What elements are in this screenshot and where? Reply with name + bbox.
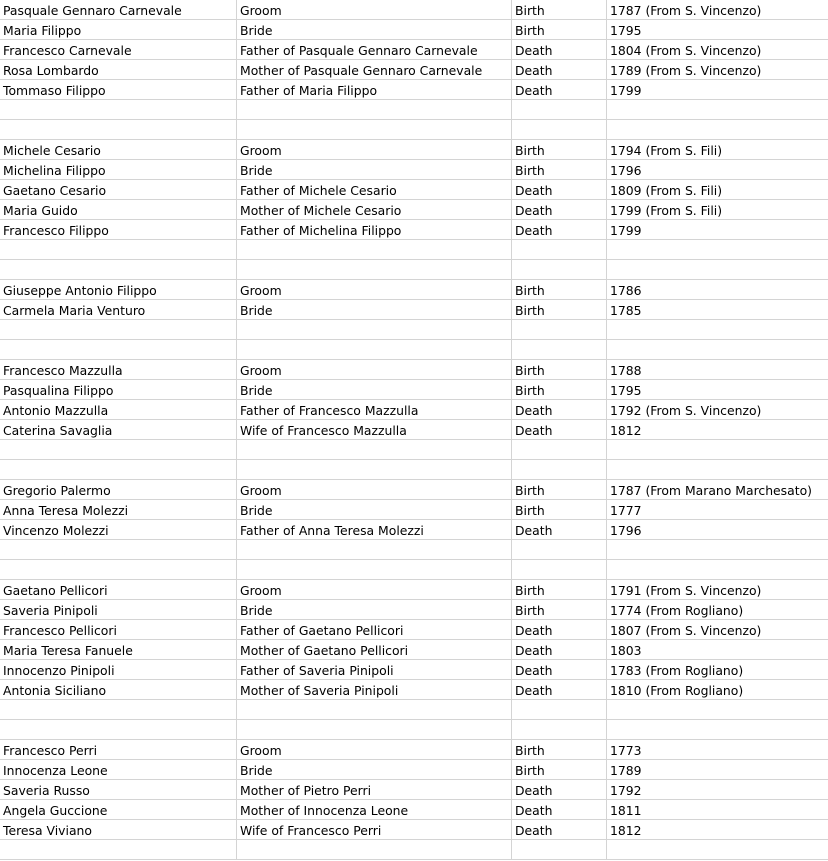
role-cell[interactable] [237, 340, 512, 359]
year-cell[interactable] [607, 700, 828, 719]
table-row [0, 780, 828, 800]
year-cell[interactable]: 1789 (From S. Vincenzo) [610, 63, 762, 78]
table-row [0, 700, 828, 720]
role-cell[interactable]: Bride [237, 300, 512, 319]
table-row [0, 720, 828, 740]
year-cell[interactable] [607, 260, 828, 279]
role-cell[interactable]: Wife of Francesco Mazzulla [237, 420, 512, 439]
role-cell[interactable]: Father of Pasquale Gennaro Carnevale [237, 40, 512, 59]
role-cell[interactable]: Bride [237, 600, 512, 619]
table-row [0, 660, 828, 680]
event-type-cell[interactable]: Birth [512, 380, 607, 399]
person-name-cell[interactable]: Francesco Filippo [0, 220, 237, 239]
role-cell[interactable] [237, 560, 512, 579]
year-cell[interactable] [607, 720, 828, 739]
event-type-cell[interactable]: Death [512, 60, 607, 79]
event-type-cell[interactable] [512, 320, 607, 339]
year-cell[interactable]: 1799 (From S. Fili) [610, 203, 723, 218]
role-cell[interactable] [237, 540, 512, 559]
person-name-cell[interactable]: Francesco Carnevale [0, 40, 237, 59]
person-name-cell[interactable]: Maria Filippo [0, 20, 237, 39]
role-cell[interactable] [237, 120, 512, 139]
role-cell[interactable] [237, 320, 512, 339]
year-cell[interactable]: 1795 [610, 383, 642, 398]
event-type-cell[interactable] [512, 720, 607, 739]
event-type-cell[interactable]: Death [512, 680, 607, 699]
year-cell[interactable]: 1788 [610, 363, 642, 378]
table-row [0, 200, 828, 220]
person-name-cell[interactable] [0, 700, 237, 719]
role-cell[interactable]: Mother of Innocenza Leone [237, 800, 512, 819]
table-row [0, 40, 828, 60]
role-cell[interactable]: Father of Saveria Pinipoli [237, 660, 512, 679]
year-cell[interactable]: 1774 (From Rogliano) [610, 603, 744, 618]
table-row [0, 120, 828, 140]
event-type-cell[interactable]: Death [512, 200, 607, 219]
event-type-cell[interactable]: Death [512, 400, 607, 419]
year-cell[interactable] [607, 440, 828, 459]
person-name-cell[interactable]: Pasquale Gennaro Carnevale [0, 0, 237, 19]
person-name-cell[interactable]: Gaetano Cesario [0, 180, 237, 199]
person-name-cell[interactable]: Saveria Pinipoli [0, 600, 237, 619]
year-cell[interactable]: 1786 [610, 283, 642, 298]
person-name-cell[interactable]: Teresa Viviano [0, 820, 237, 839]
year-cell[interactable]: 1796 [610, 523, 642, 538]
person-name-cell[interactable] [0, 460, 237, 479]
person-name-cell[interactable] [0, 440, 237, 459]
event-type-cell[interactable]: Death [512, 780, 607, 799]
table-row [0, 740, 828, 760]
person-name-cell[interactable]: Angela Guccione [0, 800, 237, 819]
person-name-cell[interactable]: Innocenzo Pinipoli [0, 660, 237, 679]
table-row [0, 140, 828, 160]
table-row [0, 280, 828, 300]
role-cell[interactable]: Mother of Saveria Pinipoli [237, 680, 512, 699]
person-name-cell[interactable]: Gregorio Palermo [0, 480, 237, 499]
role-cell[interactable] [237, 460, 512, 479]
event-type-cell[interactable]: Death [512, 520, 607, 539]
person-name-cell[interactable]: Michelina Filippo [0, 160, 237, 179]
role-cell[interactable]: Bride [237, 380, 512, 399]
event-type-cell[interactable]: Birth [512, 280, 607, 299]
person-name-cell[interactable] [0, 720, 237, 739]
table-row [0, 580, 828, 600]
table-row [0, 180, 828, 200]
year-cell[interactable]: 1785 [610, 303, 642, 318]
role-cell[interactable]: Groom [237, 140, 512, 159]
event-type-cell[interactable]: Birth [512, 740, 607, 759]
table-row [0, 840, 828, 860]
role-cell[interactable]: Mother of Pietro Perri [237, 780, 512, 799]
event-type-cell[interactable]: Death [512, 40, 607, 59]
person-name-cell[interactable]: Gaetano Pellicori [0, 580, 237, 599]
table-row [0, 640, 828, 660]
table-row [0, 100, 828, 120]
role-cell[interactable]: Wife of Francesco Perri [237, 820, 512, 839]
year-cell[interactable]: 1789 [610, 763, 642, 778]
person-name-cell[interactable]: Maria Guido [0, 200, 237, 219]
person-name-cell[interactable]: Innocenza Leone [0, 760, 237, 779]
table-row [0, 620, 828, 640]
event-type-cell[interactable] [512, 560, 607, 579]
event-type-cell[interactable] [512, 340, 607, 359]
role-cell[interactable]: Mother of Michele Cesario [237, 200, 512, 219]
table-row [0, 480, 828, 500]
year-cell[interactable] [607, 460, 828, 479]
person-name-cell[interactable]: Francesco Mazzulla [0, 360, 237, 379]
event-type-cell[interactable]: Death [512, 800, 607, 819]
person-name-cell[interactable] [0, 840, 237, 859]
role-cell[interactable]: Groom [237, 580, 512, 599]
role-cell[interactable]: Mother of Gaetano Pellicori [237, 640, 512, 659]
role-cell[interactable]: Groom [237, 360, 512, 379]
event-type-cell[interactable]: Death [512, 180, 607, 199]
event-type-cell[interactable]: Death [512, 220, 607, 239]
year-cell[interactable]: 1796 [610, 163, 642, 178]
role-cell[interactable]: Bride [237, 160, 512, 179]
event-type-cell[interactable]: Birth [512, 140, 607, 159]
year-cell[interactable]: 1787 (From Marano Marchesato) [610, 483, 813, 498]
event-type-cell[interactable] [512, 120, 607, 139]
person-name-cell[interactable] [0, 560, 237, 579]
year-cell[interactable]: 1795 [610, 23, 642, 38]
person-name-cell[interactable] [0, 100, 237, 119]
role-cell[interactable]: Father of Maria Filippo [237, 80, 512, 99]
event-type-cell[interactable] [512, 440, 607, 459]
table-row [0, 0, 828, 20]
person-name-cell[interactable] [0, 320, 237, 339]
role-cell[interactable]: Mother of Pasquale Gennaro Carnevale [237, 60, 512, 79]
role-cell[interactable]: Father of Michelina Filippo [237, 220, 512, 239]
role-cell[interactable]: Bride [237, 500, 512, 519]
role-cell[interactable] [237, 240, 512, 259]
table-row [0, 400, 828, 420]
event-type-cell[interactable] [512, 700, 607, 719]
role-cell[interactable]: Groom [237, 480, 512, 499]
year-cell[interactable] [607, 560, 828, 579]
year-cell[interactable]: 1792 (From S. Vincenzo) [610, 403, 762, 418]
person-name-cell[interactable] [0, 340, 237, 359]
role-cell[interactable]: Bride [237, 760, 512, 779]
event-type-cell[interactable] [512, 840, 607, 859]
event-type-cell[interactable]: Birth [512, 760, 607, 779]
person-name-cell[interactable]: Rosa Lombardo [0, 60, 237, 79]
year-cell[interactable]: 1773 [610, 743, 642, 758]
year-cell[interactable] [607, 240, 828, 259]
event-type-cell[interactable]: Birth [512, 500, 607, 519]
table-row [0, 680, 828, 700]
role-cell[interactable] [237, 260, 512, 279]
event-type-cell[interactable] [512, 460, 607, 479]
table-row [0, 60, 828, 80]
event-type-cell[interactable]: Death [512, 640, 607, 659]
event-type-cell[interactable]: Birth [512, 360, 607, 379]
table-row [0, 380, 828, 400]
table-row [0, 760, 828, 780]
event-type-cell[interactable] [512, 540, 607, 559]
year-cell[interactable]: 1791 (From S. Vincenzo) [610, 583, 762, 598]
event-type-cell[interactable]: Birth [512, 20, 607, 39]
year-cell[interactable] [607, 120, 828, 139]
table-row [0, 260, 828, 280]
table-row [0, 20, 828, 40]
event-type-cell[interactable] [512, 100, 607, 119]
person-name-cell[interactable]: Antonio Mazzulla [0, 400, 237, 419]
table-row [0, 460, 828, 480]
person-name-cell[interactable] [0, 120, 237, 139]
event-type-cell[interactable]: Birth [512, 300, 607, 319]
person-name-cell[interactable]: Anna Teresa Molezzi [0, 500, 237, 519]
person-name-cell[interactable]: Pasqualina Filippo [0, 380, 237, 399]
event-type-cell[interactable] [512, 260, 607, 279]
table-row [0, 800, 828, 820]
table-row [0, 500, 828, 520]
year-cell[interactable]: 1807 (From S. Vincenzo) [610, 623, 762, 638]
person-name-cell[interactable]: Saveria Russo [0, 780, 237, 799]
role-cell[interactable]: Bride [237, 20, 512, 39]
role-cell[interactable] [237, 840, 512, 859]
table-row [0, 80, 828, 100]
role-cell[interactable]: Groom [237, 0, 512, 19]
person-name-cell[interactable]: Michele Cesario [0, 140, 237, 159]
table-row [0, 820, 828, 840]
person-name-cell[interactable]: Francesco Perri [0, 740, 237, 759]
year-cell[interactable]: 1809 (From S. Fili) [610, 183, 723, 198]
table-row [0, 340, 828, 360]
year-cell[interactable]: 1777 [610, 503, 642, 518]
table-row [0, 540, 828, 560]
event-type-cell[interactable]: Death [512, 660, 607, 679]
year-cell[interactable]: 1811 [610, 803, 642, 818]
role-cell[interactable]: Father of Gaetano Pellicori [237, 620, 512, 639]
year-cell[interactable] [607, 840, 828, 859]
year-cell[interactable] [607, 340, 828, 359]
year-cell[interactable]: 1804 (From S. Vincenzo) [610, 43, 762, 58]
table-row [0, 520, 828, 540]
year-cell[interactable] [607, 320, 828, 339]
person-name-cell[interactable]: Antonia Siciliano [0, 680, 237, 699]
event-type-cell[interactable]: Birth [512, 580, 607, 599]
role-cell[interactable] [237, 700, 512, 719]
year-cell[interactable]: 1783 (From Rogliano) [610, 663, 744, 678]
role-cell[interactable]: Father of Anna Teresa Molezzi [237, 520, 512, 539]
year-cell[interactable]: 1787 (From S. Vincenzo) [610, 3, 762, 18]
year-cell[interactable]: 1810 (From Rogliano) [610, 683, 744, 698]
year-cell[interactable]: 1812 [610, 423, 642, 438]
table-row [0, 160, 828, 180]
role-cell[interactable] [237, 440, 512, 459]
table-row [0, 420, 828, 440]
person-name-cell[interactable]: Giuseppe Antonio Filippo [0, 280, 237, 299]
table-row [0, 360, 828, 380]
event-type-cell[interactable]: Birth [512, 0, 607, 19]
person-name-cell[interactable] [0, 540, 237, 559]
role-cell[interactable]: Groom [237, 740, 512, 759]
person-name-cell[interactable]: Francesco Pellicori [0, 620, 237, 639]
role-cell[interactable]: Father of Francesco Mazzulla [237, 400, 512, 419]
event-type-cell[interactable] [512, 240, 607, 259]
event-type-cell[interactable]: Death [512, 80, 607, 99]
table-row [0, 440, 828, 460]
role-cell[interactable]: Groom [237, 280, 512, 299]
table-row [0, 600, 828, 620]
role-cell[interactable] [237, 720, 512, 739]
table-row [0, 320, 828, 340]
year-cell[interactable]: 1803 [610, 643, 642, 658]
year-cell[interactable]: 1812 [610, 823, 642, 838]
event-type-cell[interactable]: Birth [512, 600, 607, 619]
person-name-cell[interactable] [0, 240, 237, 259]
person-name-cell[interactable]: Vincenzo Molezzi [0, 520, 237, 539]
table-row [0, 220, 828, 240]
year-cell[interactable]: 1792 [610, 783, 642, 798]
table-row [0, 240, 828, 260]
person-name-cell[interactable]: Caterina Savaglia [0, 420, 237, 439]
table-row [0, 560, 828, 580]
event-type-cell[interactable]: Death [512, 820, 607, 839]
event-type-cell[interactable]: Death [512, 620, 607, 639]
person-name-cell[interactable]: Maria Teresa Fanuele [0, 640, 237, 659]
role-cell[interactable] [237, 100, 512, 119]
year-cell[interactable] [607, 540, 828, 559]
table-row [0, 300, 828, 320]
event-type-cell[interactable]: Birth [512, 160, 607, 179]
role-cell[interactable]: Father of Michele Cesario [237, 180, 512, 199]
event-type-cell[interactable]: Death [512, 420, 607, 439]
person-name-cell[interactable]: Tommaso Filippo [0, 80, 237, 99]
person-name-cell[interactable]: Carmela Maria Venturo [0, 300, 237, 319]
event-type-cell[interactable]: Birth [512, 480, 607, 499]
year-cell[interactable]: 1799 [610, 223, 642, 238]
person-name-cell[interactable] [0, 260, 237, 279]
year-cell[interactable] [607, 100, 828, 119]
year-cell[interactable]: 1799 [610, 83, 642, 98]
year-cell[interactable]: 1794 (From S. Fili) [610, 143, 723, 158]
